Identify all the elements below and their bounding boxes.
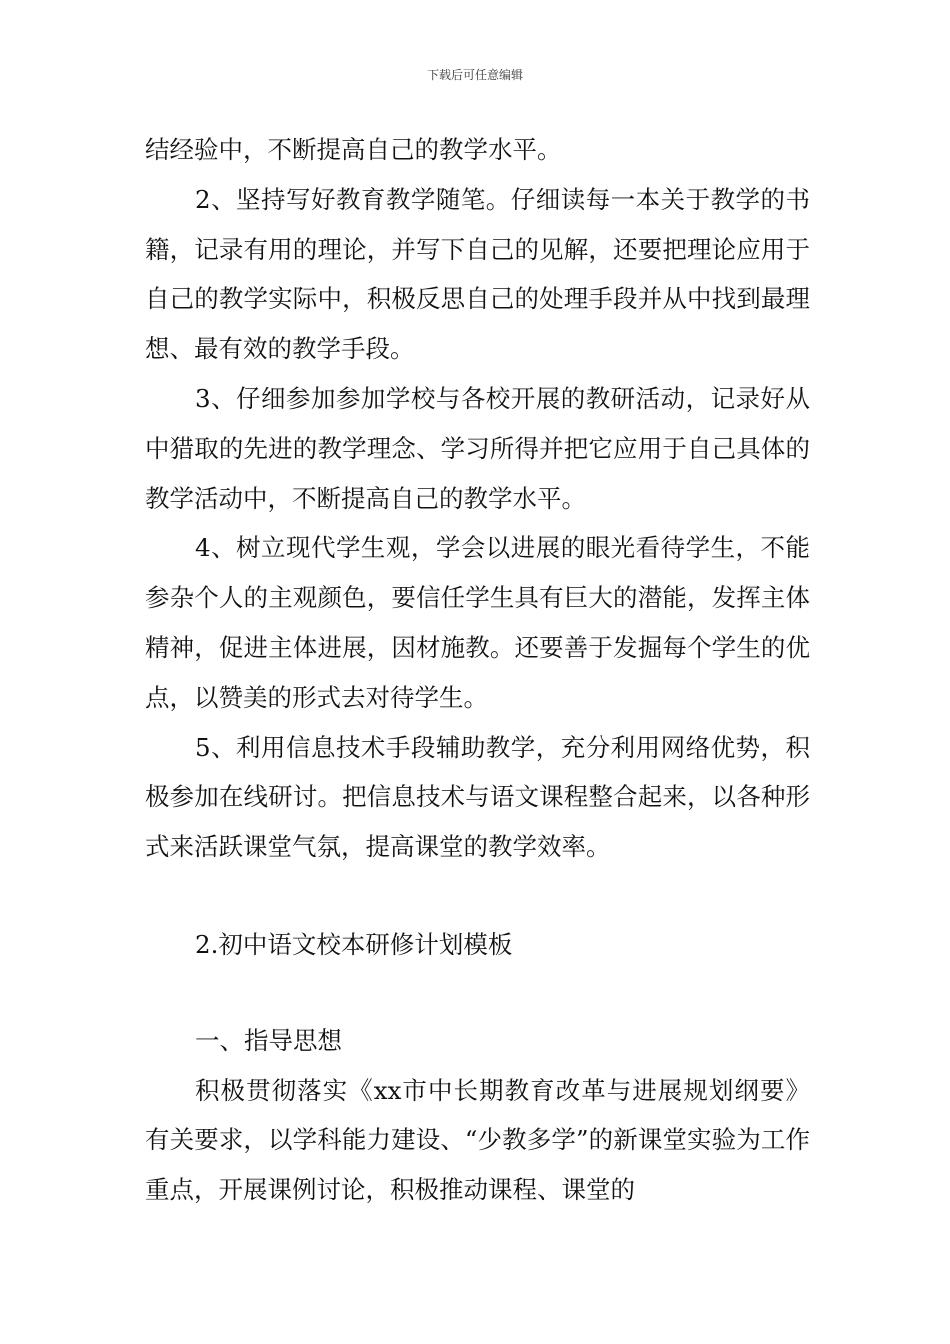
paragraph-item-5: 5、利用信息技术手段辅助教学，充分利用网络优势，积极参加在线研讨。把信息技术与语文课程整合起来，以各种形式来活跃课堂气氛，提高课堂的教学效率。	[145, 732, 810, 862]
page-header: 下载后可任意编辑	[426, 68, 523, 82]
document-body	[145, 125, 810, 1215]
paragraph-item-4: 4、树立现代学生观，学会以进展的眼光看待学生，不能参杂个人的主观颜色，要信任学生具有巨大的潜能，发挥主体精神，促进主体进展，因材施教。还要善于发掘每个学生的优点，以赞美的形式去对待学生。	[145, 533, 810, 712]
subsection-title: 一、指导思想	[195, 1025, 342, 1055]
paragraph-continuation: 结经验中，不断提高自己的教学水平。	[145, 135, 562, 164]
guiding-ideology-paragraph: 积极贯彻落实《xx市中长期教育改革与进展规划纲要》有关要求，以学科能力建设、“少教多学”的新课堂实验为工作重点，开展课例讨论，积极推动课程、课堂的	[145, 1075, 810, 1205]
paragraph-item-2: 2、坚持写好教育教学随笔。仔细读每一本关于教学的书籍，记录有用的理论，并写下自己的见解，还要把理论应用于自己的教学实际中，积极反思自己的处理手段并从中找到最理想、最有效的教学手段。	[145, 184, 810, 364]
paragraph-item-3: 3、仔细参加参加学校与各校开展的教研活动，记录好从中猎取的先进的教学理念、学习所得并把它应用于自己具体的教学活动中，不断提高自己的教学水平。	[145, 383, 810, 513]
section-title: 2.初中语文校本研修计划模板	[195, 929, 513, 959]
